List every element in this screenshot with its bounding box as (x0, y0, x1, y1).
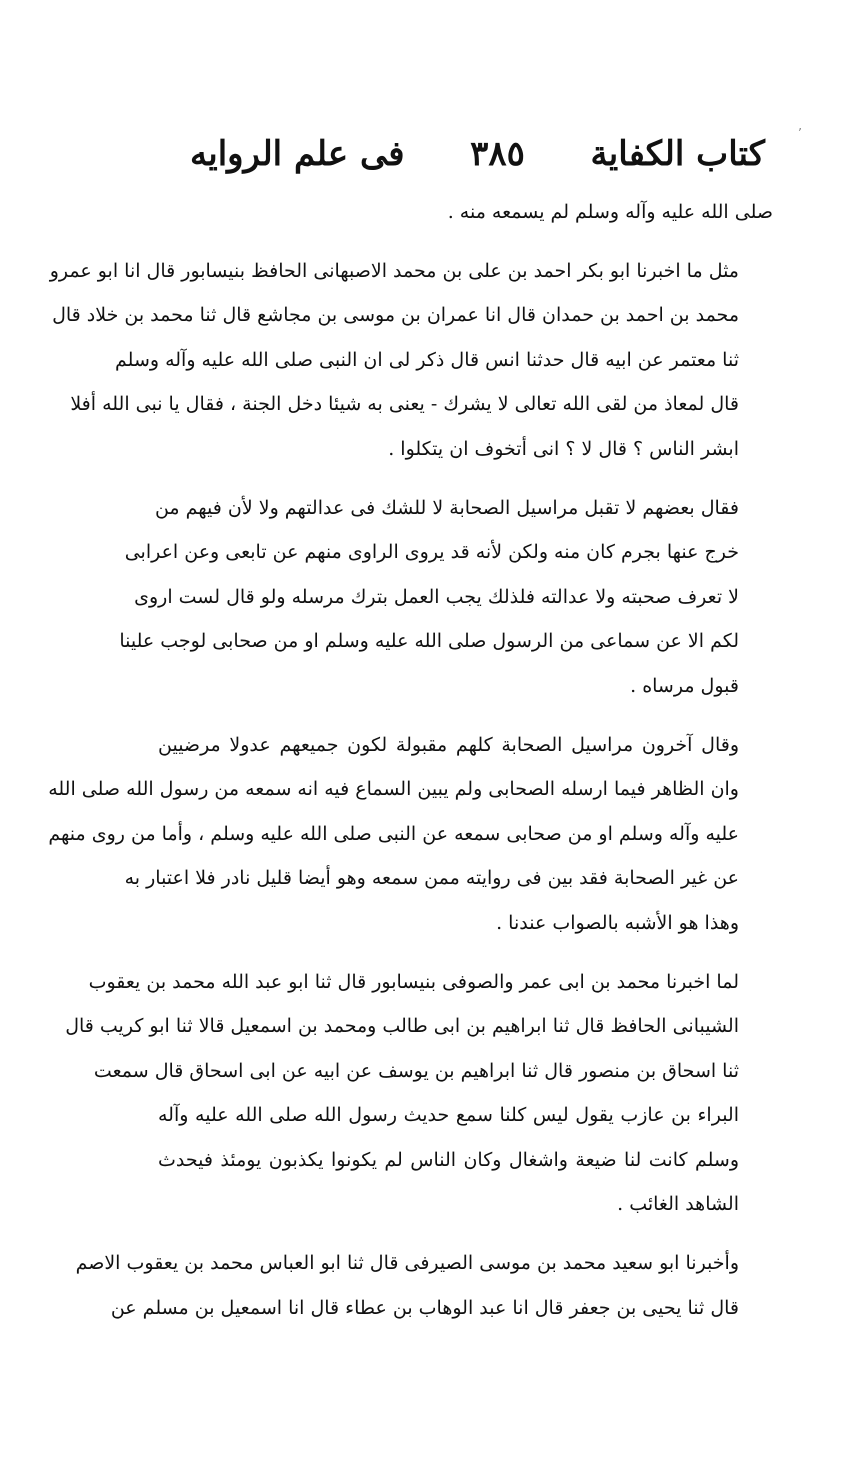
text-line: خرج عنها بجرم كان منه ولكن لأنه قد يروى الراوى منهم عن تابعى وعن اعرابى (124, 541, 739, 564)
text-line: لا تعرف صحبته ولا عدالته فلذلك يجب العمل بترك مرسله ولو قال لست اروى (134, 585, 739, 608)
text-line: وهذا هو الأشبه بالصواب عندنا . (496, 911, 739, 934)
text-line: ابشر الناس ؟ قال لا ؟ انى أتخوف ان يتكلوا . (388, 437, 739, 460)
paragraph (48, 723, 773, 946)
text-line: ثنا اسحاق بن منصور قال ثنا ابراهيم بن يوسف عن ابيه عن ابى اسحاق قال سمعت (93, 1059, 739, 1082)
text-line: وأخبرنا ابو سعيد محمد بن موسى الصيرفى قال ثنا ابو العباس محمد بن يعقوب الاصم (75, 1252, 739, 1275)
text-line: ثنا معتمر عن ابيه قال حدثنا انس قال ذكر لى ان النبى صلى الله عليه وآله وسلم (115, 348, 739, 371)
text-line: لكم الا عن سماعى من الرسول صلى الله عليه وسلم او من صحابى لوجب علينا (119, 630, 739, 653)
text-line: الشاهد الغائب . (617, 1193, 739, 1216)
page-header (190, 124, 765, 184)
paragraph (65, 960, 773, 1228)
paragraph (119, 486, 773, 709)
text-line: قال ثنا يحيى بن جعفر قال انا عبد الوهاب بن عطاء قال انا اسمعيل بن مسلم عن (110, 1296, 739, 1319)
text-line: البراء بن عازب يقول ليس كلنا سمع حديث رسول الله صلى الله عليه وآله (158, 1104, 739, 1127)
corner-mark: ’ (798, 126, 802, 140)
text-line: لما اخبرنا محمد بن ابى عمر والصوفى بنيسابور قال ثنا ابو عبد الله محمد بن يعقوب (88, 970, 739, 993)
body-text (48, 190, 773, 1330)
text-line: عن غير الصحابة فقد بين فى روايته ممن سمعه وهو أيضا قليل نادر فلا اعتبار به (124, 867, 739, 890)
running-title: كتاب الكفاية (590, 134, 765, 174)
text-line: فقال بعضهم لا تقبل مراسيل الصحابة لا للشك فى عدالتهم ولا لأن فيهم من (154, 496, 739, 519)
text-line: عليه وآله وسلم او من صحابى سمعه عن النبى صلى الله عليه وسلم ، وأما من روى منهم (48, 822, 739, 845)
page-number: ٣٨٥ (470, 134, 525, 174)
text-line: وقال آخرون مراسيل الصحابة كلهم مقبولة لكون جميعهم عدولا مرضيين (158, 733, 739, 756)
running-subtitle: فى علم الروايه (190, 134, 405, 174)
text-line: قال لمعاذ من لقى الله تعالى لا يشرك - يعنى به شيئا دخل الجنة ، فقال يا نبى الله أفلا (70, 393, 739, 416)
text-line: مثل ما اخبرنا ابو بكر احمد بن على بن محمد الاصبهانى الحافظ بنيسابور قال انا ابو عمرو (49, 259, 739, 282)
text-line: الشيبانى الحافظ قال ثنا ابراهيم بن ابى طالب ومحمد بن اسمعيل قالا ثنا ابو كريب قال (65, 1015, 739, 1038)
paragraph (49, 249, 773, 472)
paragraph (158, 190, 773, 235)
text-line: وسلم كانت لنا ضيعة واشغال وكان الناس لم يكونوا يكذبون يومئذ فيحدث (158, 1148, 739, 1171)
text-line: قبول مرساه . (630, 674, 739, 697)
paragraph (75, 1241, 773, 1330)
text-line: صلى الله عليه وآله وسلم لم يسمعه منه . (447, 201, 773, 223)
text-line: وان الظاهر فيما ارسله الصحابى ولم يبين السماع فيه انه سمعه من رسول الله صلى الله (48, 778, 739, 801)
text-line: محمد بن احمد بن حمدان قال انا عمران بن موسى بن مجاشع قال ثنا محمد بن خلاد قال (52, 304, 739, 327)
